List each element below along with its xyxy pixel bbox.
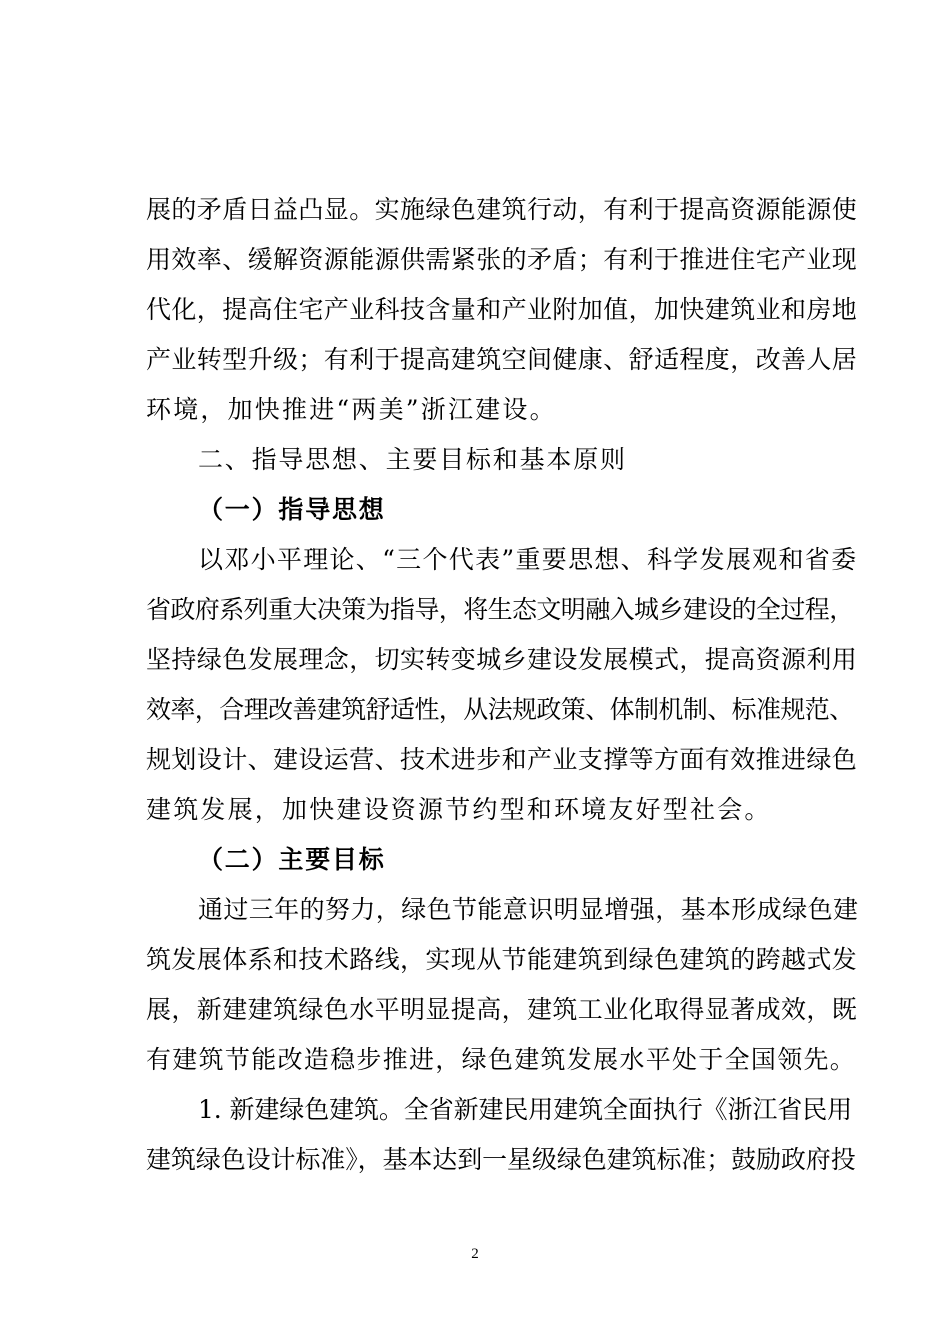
paragraph-line: 建筑绿色设计标准》，基本达到一星级绿色建筑标准；鼓励政府投 bbox=[146, 1145, 856, 1174]
paragraph-line: 规划设计、建设运营、技术进步和产业支撑等方面有效推进绿色 bbox=[146, 745, 858, 774]
paragraph-line: 1. 新建绿色建筑。全省新建民用建筑全面执行《浙江省民用 bbox=[198, 1095, 853, 1124]
paragraph-line: 通过三年的努力，绿色节能意识明显增强，基本形成绿色建 bbox=[198, 895, 859, 924]
paragraph-line: 以邓小平理论、“三个代表”重要思想、科学发展观和省委 bbox=[198, 545, 858, 574]
page-number: 2 bbox=[471, 1246, 479, 1262]
paragraph-line: 效率，合理改善建筑舒适性，从法规政策、体制机制、标准规范、 bbox=[146, 695, 854, 724]
paragraph-line: 展的矛盾日益凸显。实施绿色建筑行动，有利于提高资源能源使 bbox=[146, 195, 858, 224]
paragraph-line: 展，新建建筑绿色水平明显提高，建筑工业化取得显著成效，既 bbox=[146, 995, 858, 1024]
subsection-heading: （一）指导思想 bbox=[198, 495, 386, 524]
paragraph-line: 产业转型升级；有利于提高建筑空间健康、舒适程度，改善人居 bbox=[146, 345, 858, 374]
subsection-heading: （二）主要目标 bbox=[198, 845, 386, 874]
paragraph-line: 省政府系列重大决策为指导，将生态文明融入城乡建设的全过程， bbox=[146, 595, 854, 624]
paragraph-line: 筑发展体系和技术路线，实现从节能建筑到绿色建筑的跨越式发 bbox=[146, 945, 858, 974]
paragraph-line: 环境，加快推进“两美”浙江建设。 bbox=[146, 395, 557, 424]
paragraph-line: 坚持绿色发展理念，切实转变城乡建设发展模式，提高资源利用 bbox=[146, 645, 858, 674]
section-heading: 二、指导思想、主要目标和基本原则 bbox=[198, 445, 627, 474]
paragraph-line: 用效率、缓解资源能源供需紧张的矛盾；有利于推进住宅产业现 bbox=[146, 245, 858, 274]
paragraph-line: 代化，提高住宅产业科技含量和产业附加值，加快建筑业和房地 bbox=[146, 295, 858, 324]
paragraph-line: 建筑发展，加快建设资源节约型和环境友好型社会。 bbox=[146, 795, 772, 824]
paragraph-line: 有建筑节能改造稳步推进，绿色建筑发展水平处于全国领先。 bbox=[146, 1045, 857, 1074]
